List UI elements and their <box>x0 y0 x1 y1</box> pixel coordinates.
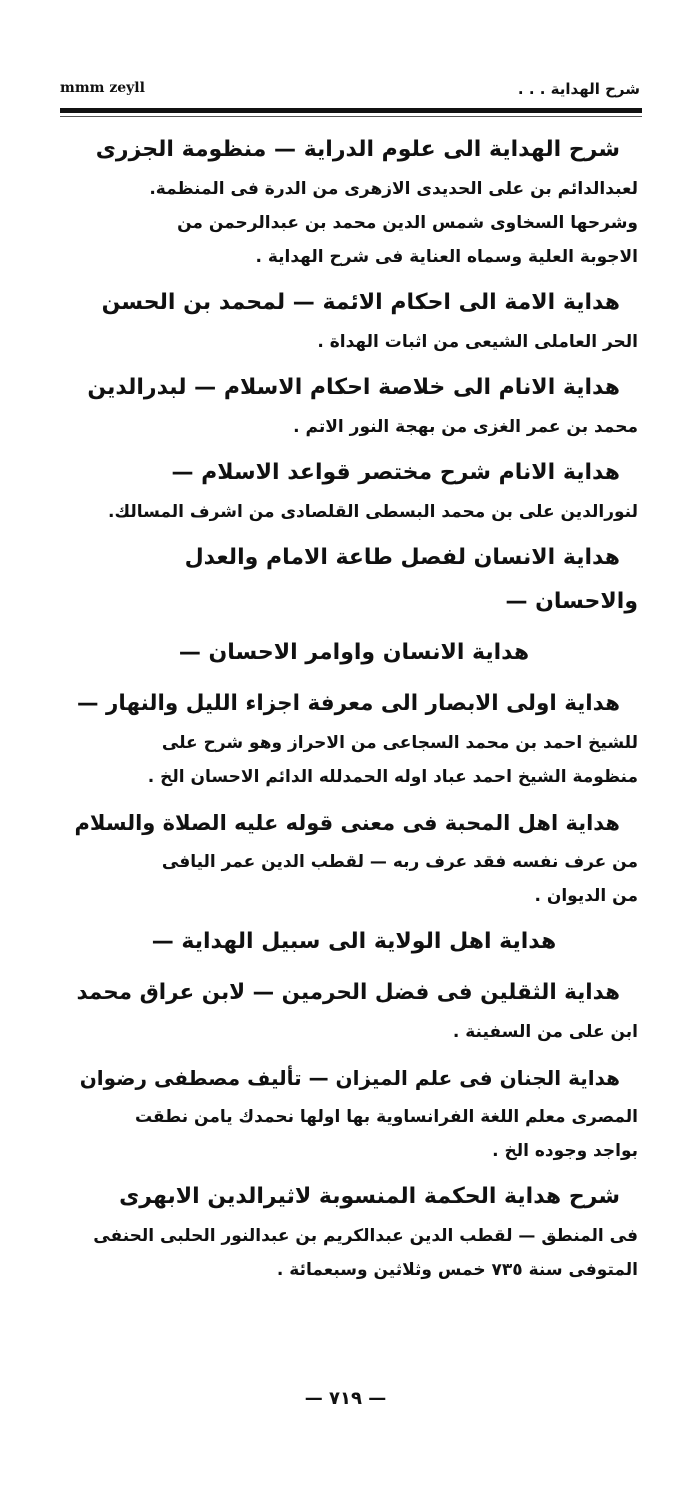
entry-desc-line: الاجوبة العلية وسماه العناية فى شرح الهداية . <box>255 247 638 267</box>
entry-desc-line: منظومة الشيخ احمد عباد اوله الحمدلله الدائم الاحسان الخ . <box>147 767 638 787</box>
entry-title: هداية الانام شرح مختصر قواعد الاسلام — <box>171 460 620 485</box>
entry-desc-line: المتوفى سنة ٧٣٥ خمس وثلاثين وسبعمائة . <box>276 1260 638 1280</box>
entry-desc-line: المصرى معلم اللغة الفرانساوية بها اولها نحمدك يامن نطقت <box>134 1107 638 1127</box>
entry-title: شرح هداية الحكمة المنسوبة لاثيرالدين الابهرى <box>119 1184 620 1209</box>
entry-desc-line: بواجد وجوده الخ . <box>492 1141 638 1161</box>
entry-title: هداية الانام الى خلاصة احكام الاسلام — لبدرالدين <box>87 375 620 400</box>
entry-6 <box>70 631 638 675</box>
entry-5 <box>70 536 638 624</box>
entry-desc-line: للشيخ احمد بن محمد السجاعى من الاحراز وهو شرح على <box>161 733 638 753</box>
entry-title: شرح الهداية الى علوم الدراية — منظومة الجزرى <box>95 137 620 162</box>
entry-desc-line: لعبدالدائم بن على الحديدى الازهرى من الدرة فى المنظمة. <box>149 179 638 199</box>
entry-title: هداية الانسان لفصل طاعة الامام والعدل <box>184 545 620 570</box>
header-left-text: mmm zeyll <box>60 80 145 96</box>
entry-title: هداية اولى الابصار الى معرفة اجزاء الليل والنهار — <box>77 691 620 716</box>
header-rule <box>60 108 642 113</box>
entry-desc-line: ابن على من السفينة . <box>452 1022 638 1042</box>
entry-desc-line: لنورالدين على بن محمد البسطى القلصادى من اشرف المسالك. <box>108 502 638 522</box>
entry-3 <box>70 366 638 444</box>
entry-title: هداية الثقلين فى فضل الحرمين — لابن عراق محمد <box>76 980 620 1005</box>
entry-title: هداية اهل الولاية الى سبيل الهداية — <box>151 929 557 954</box>
entry-desc-line: الحر العاملى الشيعى من اثبات الهداة . <box>317 332 638 352</box>
entry-4 <box>70 451 638 529</box>
entry-desc-line: محمد بن عمر الغزى من بهجة النور الاتم . <box>293 417 638 437</box>
entry-desc-line: فى المنطق — لقطب الدين عبدالكريم بن عبدالنور الحلبى الحنفى <box>93 1226 638 1246</box>
entry-8 <box>70 801 638 913</box>
entry-desc-line: من الديوان . <box>534 886 638 906</box>
entry-title: هداية الانسان واوامر الاحسان — <box>178 640 530 665</box>
entry-9 <box>70 920 638 964</box>
running-header <box>60 76 640 106</box>
entry-title: هداية اهل المحبة فى معنى قوله عليه الصلاة والسلام <box>74 811 620 835</box>
entry-desc-line: من عرف نفسه فقد عرف ربه — لقطب الدين عمر اليافى <box>161 852 638 872</box>
header-title: شرح الهداية . . . <box>517 80 640 98</box>
entries-list <box>70 128 638 1294</box>
entry-1 <box>70 128 638 274</box>
entry-title: هداية الجنان فى علم الميزان — تأليف مصطفى رضوان <box>79 1066 620 1090</box>
entry-10 <box>70 971 638 1049</box>
entry-title: هداية الامة الى احكام الائمة — لمحمد بن الحسن <box>101 290 620 315</box>
entry-12 <box>70 1175 638 1287</box>
entry-desc-line: وشرحها السخاوى شمس الدين محمد بن عبدالرحمن من <box>177 213 638 233</box>
entry-title-continued: والاحسان — <box>505 589 638 614</box>
entry-2 <box>70 281 638 359</box>
page-number: — ٧١٩ — <box>304 1388 387 1409</box>
header-rule-thin <box>60 116 642 117</box>
entry-7 <box>70 682 638 794</box>
entry-11 <box>70 1056 638 1168</box>
